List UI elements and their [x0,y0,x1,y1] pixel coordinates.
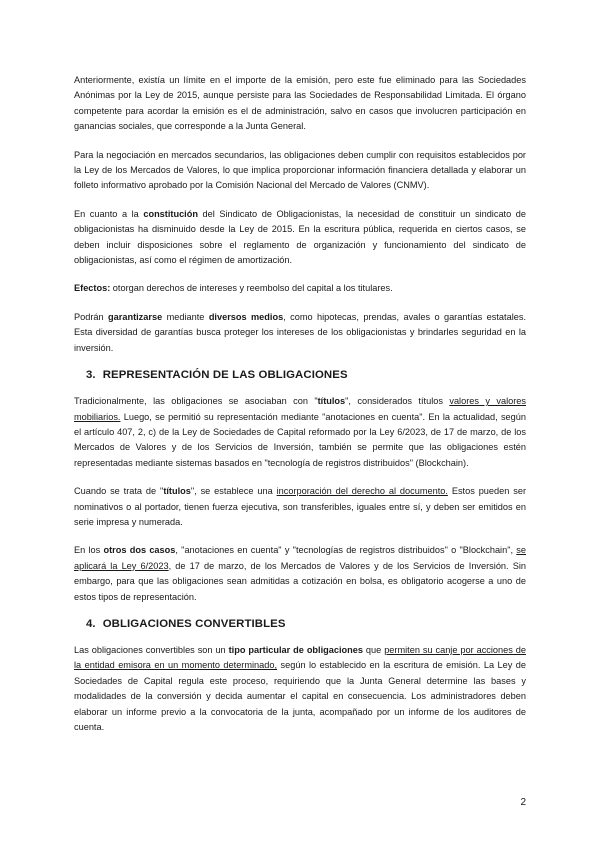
bold-term-constitucion: constitución [143,208,198,219]
text-run: En los [74,545,104,556]
text-run: Tradicionalmente, las obligaciones se asociaban con " [74,396,318,407]
bold-term-diversos-medios: diversos medios [208,311,284,322]
section-heading-convertibles [74,618,526,630]
text-run: , de 17 de marzo, de los Mercados de Valores y de los Servicios de Inversión. Sin embargo, para que las obligaciones sean admitidas a cotización en bolsa, es obligatorio acogerse a uno de estos tipos de representación. [74,560,526,602]
paragraph-syndicate [74,207,526,269]
section-heading-representacion [74,369,526,381]
document-page [74,73,526,748]
text-run: ", se establece una [190,486,277,497]
underlined-text: valores y valores mobiliarios. [74,396,526,422]
paragraph-effects [74,281,526,296]
paragraph-guarantees [74,310,526,356]
text-run: ", considerados títulos [345,396,450,407]
text-run: Estos pueden ser nominativos o al portador, tienen fuerza ejecutiva, son transferibles, iguales entre sí, y deben ser emitidos en serie impresa y numerada. [74,486,526,527]
bold-term-titulos: títulos [163,486,191,497]
bold-term-garantizarse: garantizarse [108,311,163,322]
paragraph-convertibles [74,643,526,735]
text-run: otorgan derechos de intereses y reembolso del capital a los titulares. [110,283,393,294]
text-run: según lo establecido en la escritura de emisión. La Ley de Sociedades de Capital regula este proceso, requiriendo que la Junta General determine las bases y modalidades de la conversión y decida aumentar el capital en consecuencia. Los administradores deben elaborar un informe previo a la convocatoria de la junta, acompañado por un informe de los auditores de cuenta. [74,660,526,732]
text-run: Luego, se permitió su representación mediante "anotaciones en cuenta". En la actualidad, según el artículo 407, 2, c) de la Ley de Sociedades de Capital reformado por la Ley 6/2023, de 17 de marzo, de los Mercados de Valores y de los Servicios de Inversión, también se permite que las obligaciones estén representadas mediante sistemas basados en "tecnología de registros distribuidos" (Blockchain). [74,411,526,468]
text-run: Las obligaciones convertibles son un [74,644,229,655]
paragraph-secondary-markets: Para la negociación en mercados secundarios, las obligaciones deben cumplir con requisitos establecidos por la Ley de los Mercados de Valores, lo que implica proporcionar información financiera detallada y elaborar un folleto informativo aprobado por la Comisión Nacional del Mercado de Valores (CNMV). [74,149,526,191]
text-run: Podrán [74,311,109,322]
text-run: , "anotaciones en cuenta" y "tecnologías de registros distribuidos" o "Blockchain", [175,545,517,556]
underlined-text: permiten su canje por acciones de la entidad emisora en un momento determinado, [74,644,527,671]
bold-term-tipo-particular: tipo particular de obligaciones [228,644,363,655]
text-run: Cuando se trata de " [74,486,164,497]
page-number: 2 [520,797,526,808]
underlined-text: se aplicará la Ley 6/2023 [74,545,526,571]
bold-term-otros-casos: otros dos casos [103,545,176,556]
paragraph-other-cases [74,543,526,605]
text-run: del Sindicato de Obligacionistas, la necesidad de constituir un sindicato de obligacionistas ha disminuido desde la Ley de 2015. En la escritura pública, requerida en ciertos casos, se deben incluir disposiciones sobre el reglamento de organización y funcionamiento del sindicato de obligacionistas, así como el régimen de amortización. [74,208,527,266]
text-run: que [362,644,385,655]
section-number: 3. [86,369,96,382]
section-title: REPRESENTACIÓN DE LAS OBLIGACIONES [102,369,348,382]
section-title: OBLIGACIONES CONVERTIBLES [102,617,286,630]
text-run: En cuanto a la [74,208,144,219]
section-number: 4. [86,617,96,630]
bold-term-efectos: Efectos: [74,283,111,294]
underlined-text: incorporación del derecho al documento. [276,486,448,497]
bold-term-titulos: títulos [317,396,346,407]
text-run: mediante [162,311,209,322]
paragraph-titles-incorporation [74,484,526,530]
text-run: , como hipotecas, prendas, avales o garantías estatales. Esta diversidad de garantías busca proteger los intereses de los obligacionistas y brindarles seguridad en la inversión. [74,311,527,353]
paragraph-emission-limit: Anteriormente, existía un límite en el importe de la emisión, pero este fue eliminado para las Sociedades Anónimas por la Ley de 2015, aunque persiste para las Sociedades de Responsabilidad Limitada. El órgano competente para acordar la emisión es el de administración, salvo en casos que involucren participación en ganancias sociales, que corresponde a la Junta General. [74,75,526,132]
paragraph-traditional-titles [74,394,526,471]
